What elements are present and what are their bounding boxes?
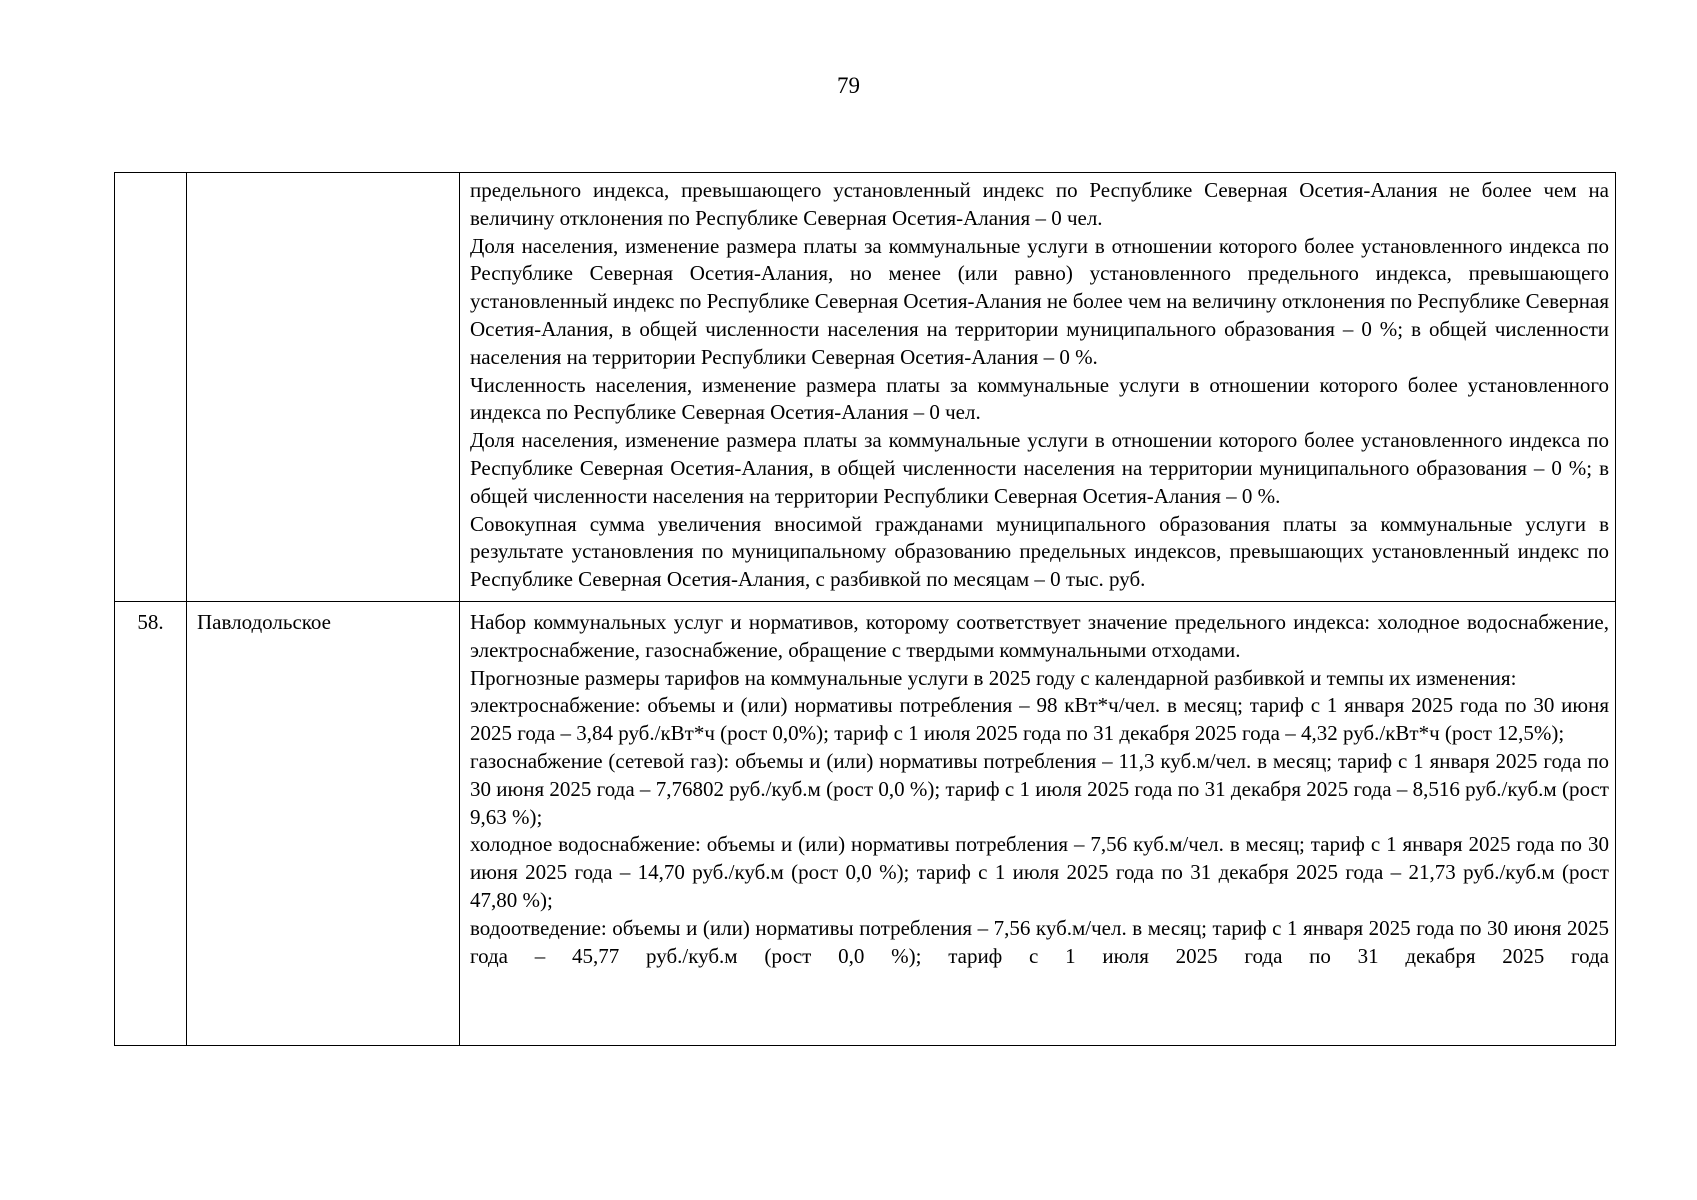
indicator-paragraph: Набор коммунальных услуг и нормативов, которому соответствует значение предельного индекса: холодное водоснабжение, электроснабжение, газоснабжение, обращение с твердыми коммунальными отходами. [470, 609, 1609, 662]
indicator-paragraph: Численность населения, изменение размера платы за коммунальные услуги в отношении которого более установленного индекса по Республике Северная Осетия-Алания – 0 чел. [470, 372, 1609, 425]
indicator-paragraph: газоснабжение (сетевой газ): объемы и (или) нормативы потребления – 11,3 куб.м/чел. в месяц; тариф с 1 января 2025 года по 30 июня 2025 года – 7,76802 руб./куб.м (рост 0,0 %); тариф с 1 июля 2025 года по 31 декабря 2025 года – 8,516 руб./куб.м (рост 9,63 %); [470, 748, 1609, 829]
indicator-paragraph: Совокупная сумма увеличения вносимой гражданами муниципального образования платы за коммунальные услуги в результате установления по муниципальному образованию предельных индексов, превышающих установленный индекс по Республике Северная Осетия-Алания, с разбивкой по месяцам – 0 тыс. руб. [470, 511, 1609, 592]
indicator-paragraph: Доля населения, изменение размера платы за коммунальные услуги в отношении которого более установленного индекса по Республике Северная Осетия-Алания, в общей численности населения на территории муниципального образования – 0 %; в общей численности населения на территории Республики Северная Осетия-Алания – 0 %. [470, 428, 1609, 508]
row-number-cell [115, 173, 187, 602]
municipality-name-cell [187, 173, 460, 602]
row-number-cell: 58. [115, 601, 187, 1045]
indicator-paragraph: Доля населения, изменение размера платы за коммунальные услуги в отношении которого более установленного индекса по Республике Северная Осетия-Алания, но менее (или равно) установленного предельного индекса, превышающего установленный индекс по Республике Северная Осетия-Алания не более чем на величину отклонения по Республике Северная Осетия-Алания, в общей численности населения на территории муниципального образования – 0 %; в общей численности населения на территории Республики Северная Осетия-Алания – 0 %. [470, 233, 1609, 369]
indicators-text-cell [460, 173, 1616, 602]
tariff-table [114, 172, 1616, 1046]
indicator-paragraph: предельного индекса, превышающего установленный индекс по Республике Северная Осетия-Алания не более чем на величину отклонения по Республике Северная Осетия-Алания – 0 чел. [470, 178, 1609, 230]
page-number: 79 [837, 73, 860, 98]
municipality-name-cell: Павлодольское [187, 601, 460, 1045]
table-row-58 [115, 601, 1616, 1045]
indicators-text-cell [460, 601, 1616, 1045]
table-row-continued [115, 173, 1616, 602]
indicator-paragraph: холодное водоснабжение: объемы и (или) нормативы потребления – 7,56 куб.м/чел. в месяц; тариф с 1 января 2025 года по 30 июня 2025 года – 14,70 руб./куб.м (рост 0,0 %); тариф с 1 июля 2025 года по 31 декабря 2025 года – 21,73 руб./куб.м (рост 47,80 %); [470, 832, 1609, 912]
indicator-paragraph: Прогнозные размеры тарифов на коммунальные услуги в 2025 году с календарной разбивкой и темпы их изменения: [470, 665, 1517, 690]
indicator-paragraph: электроснабжение: объемы и (или) нормативы потребления – 98 кВт*ч/чел. в месяц; тариф с 1 января 2025 года по 30 июня 2025 года – 3,84 руб./кВт*ч (рост 0,0%); тариф с 1 июля 2025 года по 31 декабря 2025 года – 4,32 руб./кВт*ч (рост 12,5%); [470, 693, 1609, 746]
indicator-paragraph: водоотведение: объемы и (или) нормативы потребления – 7,56 куб.м/чел. в месяц; тариф с 1 января 2025 года по 30 июня 2025 года – 45,77 руб./куб.м (рост 0,0 %); тариф с 1 июля 2025 года по 31 декабря 2025 года [470, 915, 1609, 968]
